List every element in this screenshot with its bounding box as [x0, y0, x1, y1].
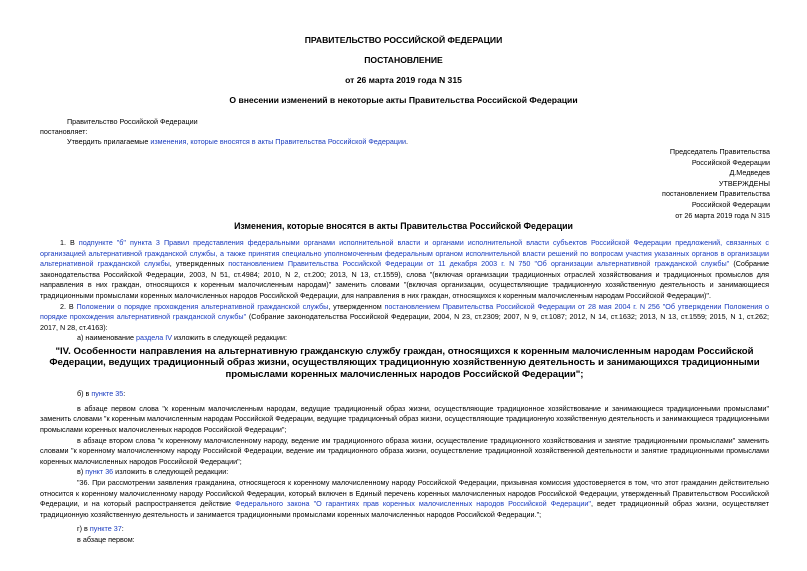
approved-date: от 26 марта 2019 года N 315 [675, 210, 770, 220]
intro-line-1: Правительство Российской Федерации [67, 117, 198, 126]
p1-rest: (Собрание законодательства Российской Федерации, 2003, N 51, ст.4984; 2010, N 2, ст.200; 2013, N 13, ст.1559), слова "(включая организации традиционных отраслей хозяйствования и традиционных промыслов для направления в них граждан, относящихся к коренным малочисленным народам)" заменить словами "(включая организации, осуществляющие традиционную хозяйственную деятельность и занимающиеся традиционными промыслами коренных малочисленных народов Российской Федерации, для направления в них граждан, относящихся к коренным малочисленным народам Российской Федерации)". [40, 259, 769, 300]
intro-text: Утвердить прилагаемые [67, 137, 151, 146]
item-g-prefix: г) в [77, 524, 90, 534]
item-g [40, 524, 769, 535]
intro-line-3 [67, 137, 408, 148]
item-v-rest: изложить в следующей редакции: [113, 467, 229, 477]
changes-link[interactable]: изменения, которые вносятся в акты Правительства Российской Федерации [150, 137, 406, 146]
item-a [40, 333, 769, 344]
item-g-colon: : [121, 524, 124, 534]
approved-label: УТВЕРЖДЕНЫ [718, 178, 770, 188]
point-35-link[interactable]: пункте 35 [91, 389, 124, 399]
paragraph-2 [40, 302, 769, 334]
approved-by: постановлением Правительства [662, 189, 770, 199]
intro-period: . [405, 137, 408, 146]
paragraph-1 [40, 238, 769, 302]
point-36-rest: , ведет традиционный образ жизни, осуществляет традиционную хозяйственную деятельность и занимается традиционными промыслами коренных малочисленных народов Российской Федерации."; [40, 499, 769, 519]
item-g-para-1: в абзаце первом: [77, 534, 135, 544]
government-heading: ПРАВИТЕЛЬСТВО РОССИЙСКОЙ ФЕДЕРАЦИИ [304, 35, 503, 45]
signature-country: Российской Федерации [691, 157, 770, 167]
p1-text: , утвержденных [169, 259, 229, 269]
document-body [40, 238, 769, 545]
item-b-para-2: в абзаце втором слова "к коренному малочисленному народу, ведение им традиционного образа жизни, осуществление традиционного хозяйствования и занятие традиционными промыслами" заменить словами "к коренному малочисленному народу Российской Федерации, ведение им традиционного образа жизни, осуществление традиционной хозяйственной деятельности и занятие традиционными промыслами коренных малочисленных народов Российской Федерации"; [40, 435, 769, 466]
p1-rules-link[interactable]: подпункте "б" пункта 3 Правил представления федеральными органами исполнительной власти и органами исполнительной власти субъектов Российской Федерации предложений, связанных с организацией альтернативной гражданской службы, а также принятия специально уполномоченным федеральным органом исполнительной власти решений по вопросам участия указанных органов в организации альтернативной гражданской службы [40, 238, 769, 269]
section-iv-link[interactable]: раздела IV [136, 333, 172, 343]
point-36-link[interactable]: пункт 36 [85, 467, 114, 477]
document-date-number: от 26 марта 2019 года N 315 [345, 75, 462, 85]
section-iv-title-quote: "IV. Особенности направления на альтернативную гражданскую службу граждан, относящихся к коренным малочисленным народам Российской Федерации, ведущих традиционный образ жизни, осуществляющих традиционную хозяйственную деятельность и занимающихся традиционными промыслами коренных малочисленных народов Российской Федерации"; [49, 345, 760, 380]
item-b-colon: : [123, 389, 126, 399]
point-37-link[interactable]: пункте 37 [89, 524, 122, 534]
item-b-para-1: в абзаце первом слова "к коренным малочисленным народам, ведущие традиционный образ жизни, осуществляющие традиционное хозяйствование и занимающиеся традиционными промыслами" заменить словами "к коренным малочисленным народам Российской Федерации, ведущие традиционный образ жизни, осуществляющие традиционную хозяйственную деятельность и занимающиеся традиционными промыслами коренных малочисленных народов Российской Федерации"; [40, 403, 769, 434]
point-36-main: "36. При рассмотрении заявления гражданина, относящегося к коренному малочисленному народу Российской Федерации, призывная комиссия удостоверяется в том, что этот гражданин действительно относится к коренному малочисленному народу Российской Федерации, который включен в Единый перечень коренных малочисленных народов Российской Федерации, утвержденный Правительством Российской Федерации, и на который распространяется действие [40, 477, 769, 509]
item-v-prefix: в) [77, 467, 86, 477]
p2-decree-link[interactable]: постановлением Правительства Российской Федерации от 28 мая 2004 г. N 256 "Об утверждении Положения о порядке прохождения альтернативной гражданской службы" [40, 301, 770, 322]
item-v [40, 467, 769, 478]
document-title: О внесении изменений в некоторые акты Правительства Российской Федерации [229, 95, 578, 105]
approved-country: Российской Федерации [691, 199, 770, 209]
signature-name: Д.Медведев [729, 168, 770, 178]
p2-text: , утвержденном [328, 301, 385, 311]
federal-law-link[interactable]: Федерального закона "О гарантиях прав коренных малочисленных народов Российской Федерации" [235, 499, 591, 509]
intro-line-2: постановляет: [40, 127, 88, 136]
item-a-rest: изложить в следующей редакции: [171, 333, 288, 343]
p2-prefix: 2. В [60, 301, 77, 311]
document-type: ПОСТАНОВЛЕНИЕ [364, 55, 443, 65]
signature-block [400, 147, 770, 221]
p1-decree-link[interactable]: постановлением Правительства Российской Федерации от 11 декабря 2003 г. N 750 "Об организации альтернативной гражданской службы" [228, 259, 730, 269]
p2-rest: (Собрание законодательства Российской Федерации, 2004, N 23, ст.2309; 2007, N 9, ст.1087; 2012, N 14, ст.1632; 2013, N 13, ст.1559; 2015, N 1, ст.262; 2017, N 28, ст.4163): [40, 312, 769, 332]
p1-prefix: 1. В [60, 238, 79, 247]
changes-title: Изменения, которые вносятся в акты Правительства Российской Федерации [234, 221, 573, 231]
signature-position: Председатель Правительства [669, 147, 770, 156]
item-b-prefix: б) в [77, 389, 92, 399]
p2-regulation-link[interactable]: Положении о порядке прохождения альтернативной гражданской службы [76, 301, 329, 311]
point-36-text [40, 478, 769, 520]
item-a-prefix: а) наименование [77, 333, 136, 343]
item-b [40, 389, 769, 400]
